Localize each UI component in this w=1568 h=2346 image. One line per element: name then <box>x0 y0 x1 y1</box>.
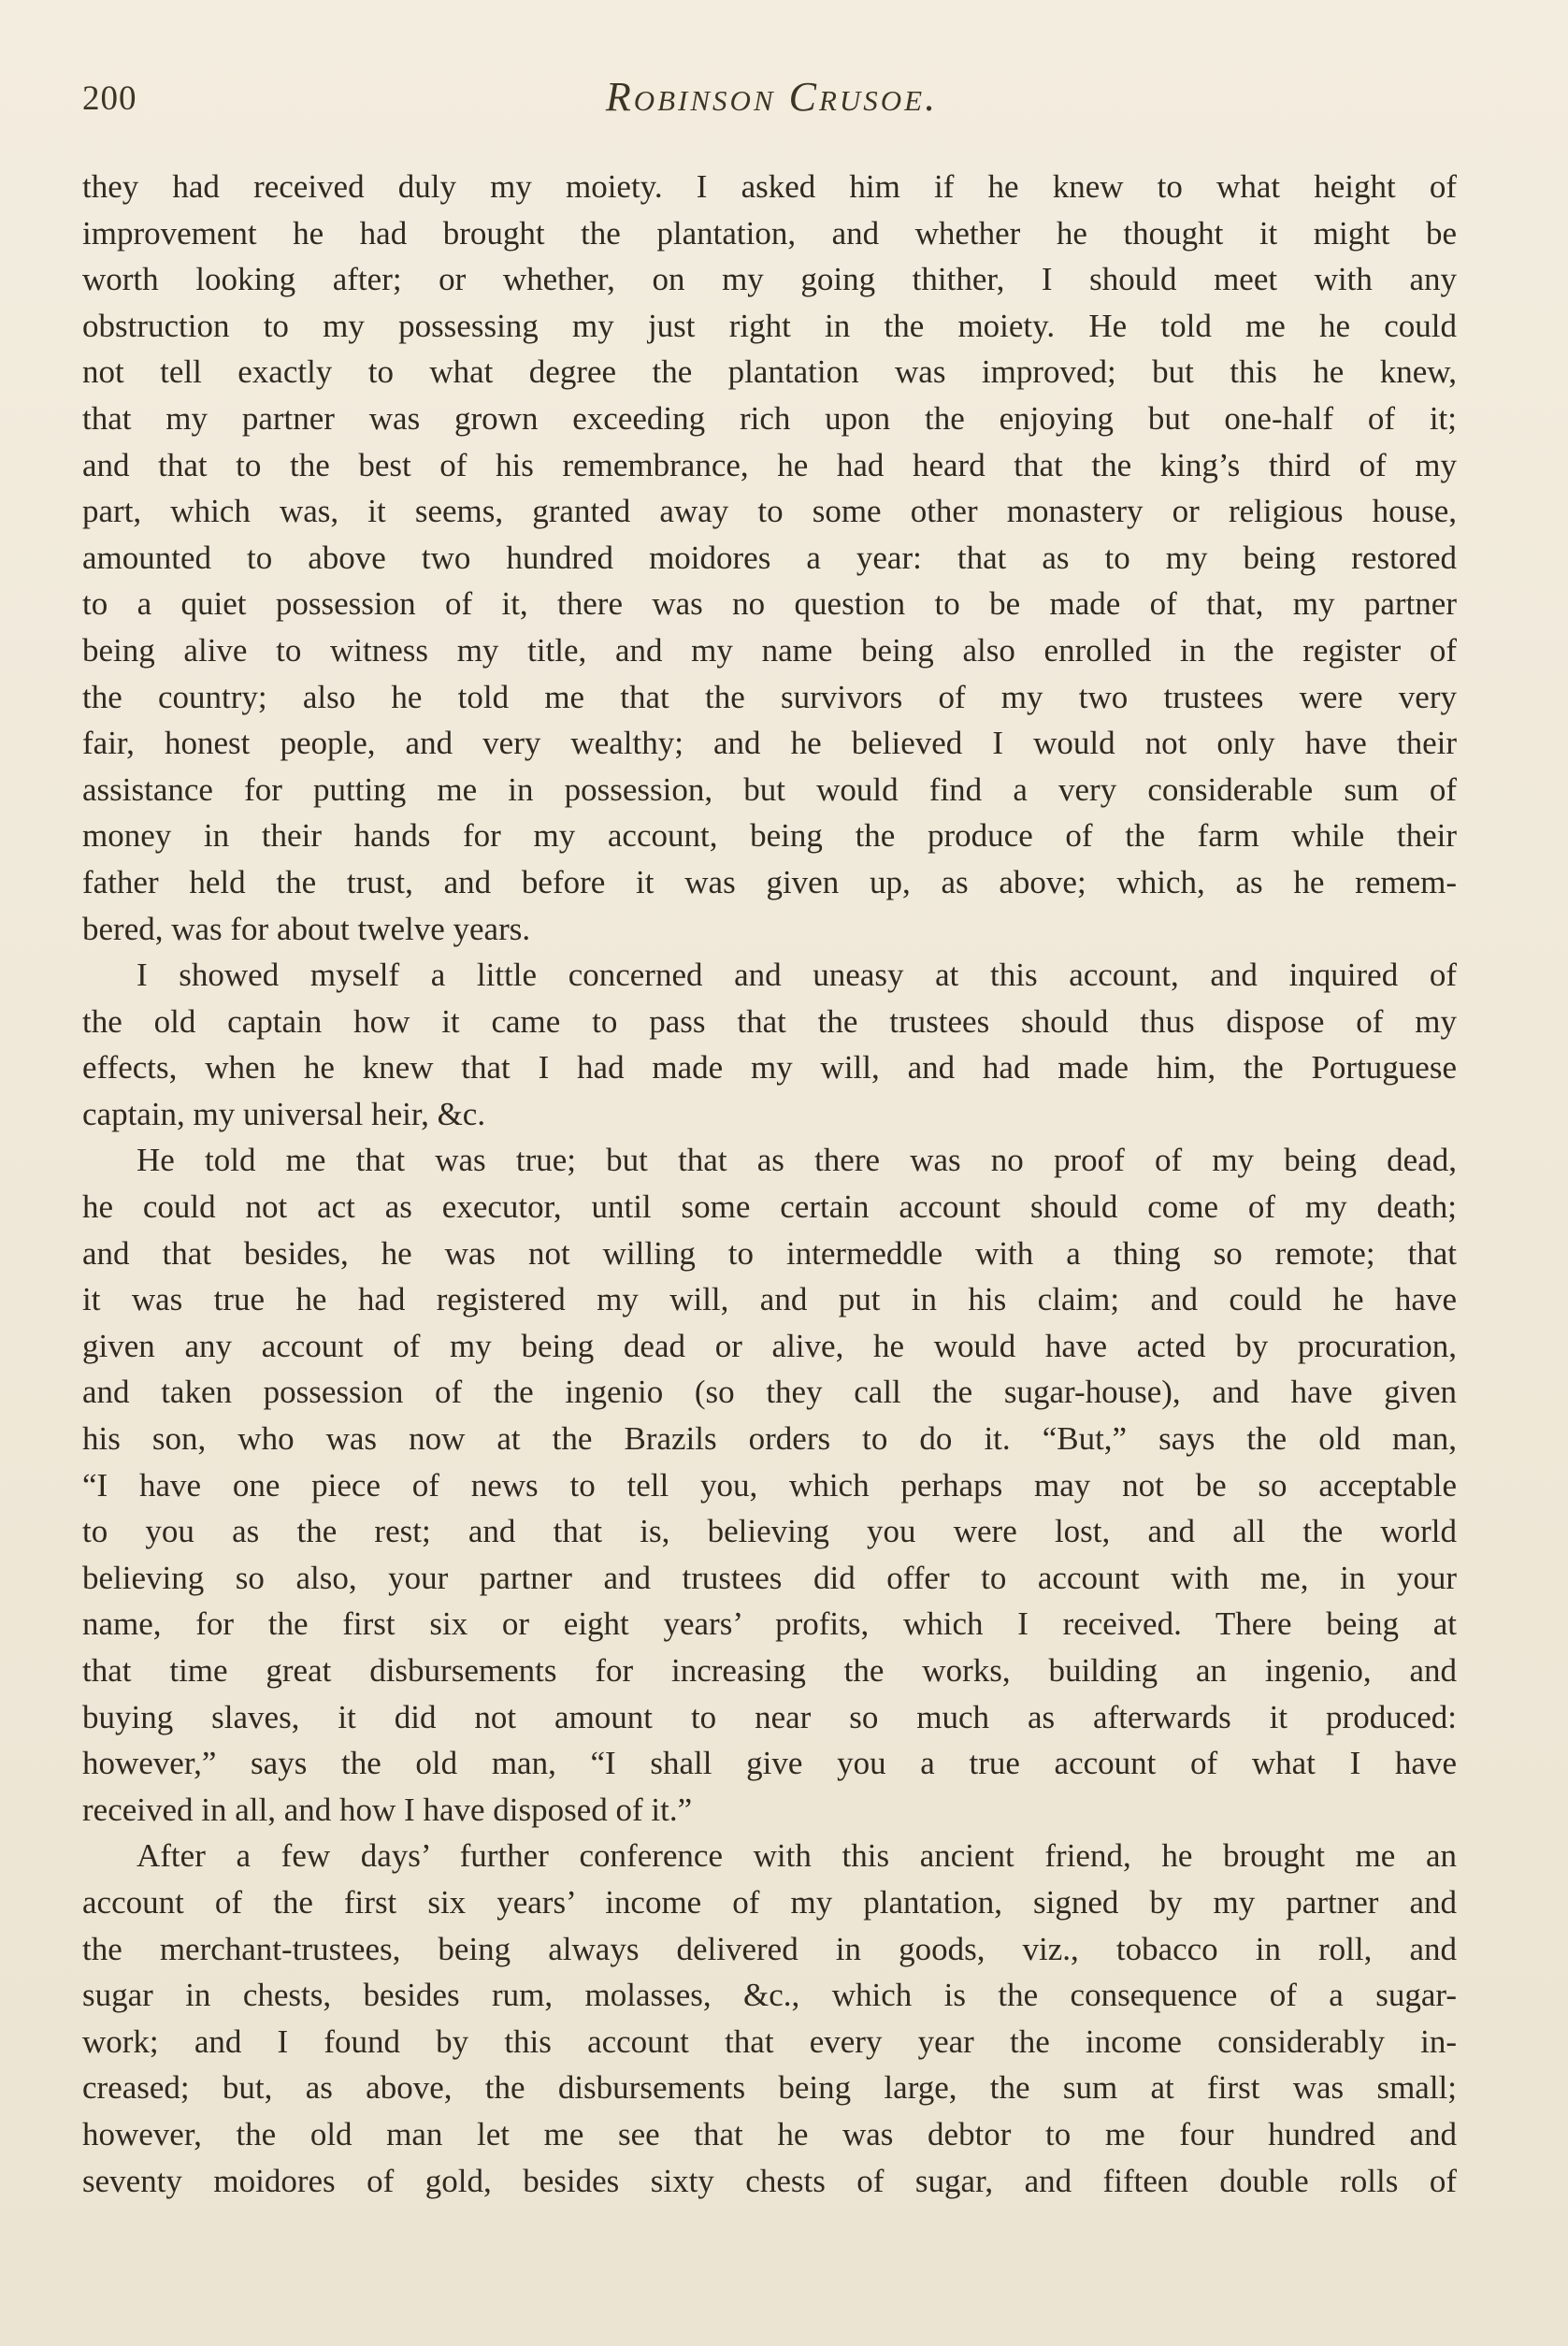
page-number: 200 <box>82 79 137 118</box>
text-line: however, the old man let me see that he was debtor to me four hundred and <box>82 2115 1457 2152</box>
text-line: they had received duly my moiety. I asked him if he knew to what height of <box>82 168 1457 205</box>
text-line: not tell exactly to what degree the plantation was improved; but this he knew, <box>82 353 1457 391</box>
text-line: being alive to witness my title, and my name being also enrolled in the register of <box>82 631 1457 669</box>
text-line: he could not act as executor, until some certain account should come of my death; <box>82 1188 1457 1226</box>
text-line: He told me that was true; but that as there was no proof of my being dead, <box>137 1142 1457 1179</box>
text-line: buying slaves, it did not amount to near so much as afterwards it produced: <box>82 1698 1457 1735</box>
text-line: that my partner was grown exceeding rich upon the enjoying but one-half of it; <box>82 399 1457 437</box>
text-line: to you as the rest; and that is, believing you were lost, and all the world <box>82 1513 1457 1550</box>
text-line: money in their hands for my account, being the produce of the farm while their <box>82 817 1457 855</box>
text-line: however,” says the old man, “I shall give you a true account of what I have <box>82 1745 1457 1782</box>
text-line: amounted to above two hundred moidores a year: that as to my being restored <box>82 539 1457 576</box>
text-line: captain, my universal heir, &c. <box>82 1095 486 1132</box>
text-line: “I have one piece of news to tell you, which perhaps may not be so acceptable <box>82 1466 1457 1504</box>
text-line: work; and I found by this account that every year the income considerably in- <box>82 2022 1457 2060</box>
body-text <box>82 164 1457 2204</box>
text-line: name, for the first six or eight years’ profits, which I received. There being at <box>82 1605 1457 1643</box>
text-line: and that to the best of his remembrance, he had heard that the king’s third of my <box>82 446 1457 483</box>
text-line: father held the trust, and before it was given up, as above; which, as he remem- <box>82 863 1457 900</box>
text-line: the merchant-trustees, being always delivered in goods, viz., tobacco in roll, and <box>82 1930 1457 1967</box>
text-line: that time great disbursements for increasing the works, building an ingenio, and <box>82 1652 1457 1689</box>
text-line: given any account of my being dead or alive, he would have acted by procuration, <box>82 1327 1457 1364</box>
text-line: received in all, and how I have disposed of it.” <box>82 1791 693 1828</box>
text-line: creased; but, as above, the disbursements being large, the sum at first was small; <box>82 2069 1457 2107</box>
text-line: to a quiet possession of it, there was no question to be made of that, my partner <box>82 585 1457 623</box>
page-header <box>82 73 1461 129</box>
text-line: worth looking after; or whether, on my going thither, I should meet with any <box>82 261 1457 298</box>
text-line: assistance for putting me in possession, but would find a very considerable sum of <box>82 770 1457 808</box>
text-line: bered, was for about twelve years. <box>82 910 531 947</box>
running-title: Robinson Crusoe. <box>605 74 939 120</box>
text-line: effects, when he knew that I had made my will, and had made him, the Portuguese <box>82 1049 1457 1087</box>
text-line: I showed myself a little concerned and uneasy at this account, and inquired of <box>137 957 1457 994</box>
text-line: it was true he had registered my will, and put in his claim; and could he have <box>82 1281 1457 1318</box>
text-line: the old captain how it came to pass that the trustees should thus dispose of my <box>82 1002 1457 1040</box>
text-line: account of the first six years’ income of my plantation, signed by my partner and <box>82 1883 1457 1921</box>
text-line: and that besides, he was not willing to intermeddle with a thing so remote; that <box>82 1234 1457 1272</box>
text-line: seventy moidores of gold, besides sixty chests of sugar, and fifteen double rolls of <box>82 2162 1457 2199</box>
text-line: his son, who was now at the Brazils orders to do it. “But,” says the old man, <box>82 1420 1457 1458</box>
text-line: improvement he had brought the plantation, and whether he thought it might be <box>82 214 1457 252</box>
text-line: fair, honest people, and very wealthy; and he believed I would not only have their <box>82 725 1457 762</box>
text-line: believing so also, your partner and trustees did offer to account with me, in your <box>82 1559 1457 1596</box>
text-line: part, which was, it seems, granted away to some other monastery or religious house, <box>82 493 1457 530</box>
text-line: the country; also he told me that the survivors of my two trustees were very <box>82 678 1457 715</box>
text-line: sugar in chests, besides rum, molasses, &c., which is the consequence of a sugar- <box>82 1977 1457 2014</box>
text-line: and taken possession of the ingenio (so they call the sugar-house), and have given <box>82 1374 1457 1411</box>
text-line: After a few days’ further conference with this ancient friend, he brought me an <box>137 1837 1457 1875</box>
text-line: obstruction to my possessing my just right in the moiety. He told me he could <box>82 307 1457 344</box>
